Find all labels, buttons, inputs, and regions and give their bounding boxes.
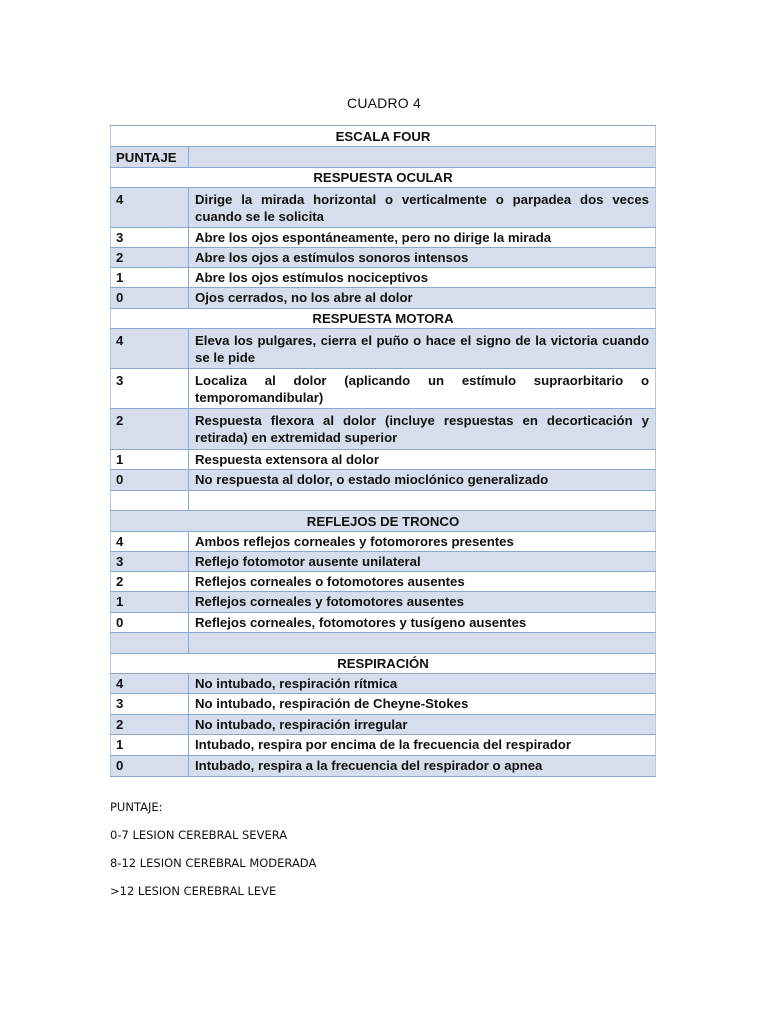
table-row: [111, 188, 656, 228]
table-title-row: [111, 126, 656, 147]
score-header-row: [111, 147, 656, 168]
row-score: 0: [111, 613, 189, 633]
row-description: Reflejos corneales o fotomotores ausentes: [189, 572, 656, 592]
four-scale-table: [110, 125, 656, 777]
row-score: 4: [111, 532, 189, 552]
row-score: 2: [111, 715, 189, 735]
table-row: [111, 674, 656, 694]
table-row: [111, 369, 656, 409]
table-row: [111, 470, 656, 491]
row-score: 1: [111, 268, 189, 288]
row-description: Dirige la mirada horizontal o verticalmente o parpadea dos veces cuando se le solicita: [189, 188, 656, 228]
row-score: 3: [111, 369, 189, 409]
section-header-row: [111, 309, 656, 329]
row-description: No intubado, respiración irregular: [189, 715, 656, 735]
table-row: [111, 552, 656, 572]
row-description: Respuesta extensora al dolor: [189, 450, 656, 470]
spacer-row: [111, 633, 656, 654]
row-score: 2: [111, 409, 189, 450]
row-description: Abre los ojos a estímulos sonoros intensos: [189, 248, 656, 268]
row-score: 3: [111, 228, 189, 248]
table-row: [111, 288, 656, 309]
row-description: No intubado, respiración de Cheyne-Stokes: [189, 694, 656, 715]
row-score: 2: [111, 572, 189, 592]
row-description: Reflejo fotomotor ausente unilateral: [189, 552, 656, 572]
table-row: [111, 329, 656, 369]
section-header-row: [111, 511, 656, 532]
spacer-cell: [111, 491, 189, 511]
row-score: 4: [111, 674, 189, 694]
row-description: Intubado, respira a la frecuencia del respirador o apnea: [189, 756, 656, 777]
notes-heading: PUNTAJE:: [110, 800, 163, 814]
row-score: 0: [111, 756, 189, 777]
row-score: 4: [111, 188, 189, 228]
row-description: Abre los ojos estímulos nociceptivos: [189, 268, 656, 288]
spacer-row: [111, 491, 656, 511]
row-description: Ojos cerrados, no los abre al dolor: [189, 288, 656, 309]
spacer-cell: [189, 491, 656, 511]
row-description: Eleva los pulgares, cierra el puño o hace el signo de la victoria cuando se le pide: [189, 329, 656, 369]
row-score: 1: [111, 450, 189, 470]
header-blank-cell: [189, 147, 656, 168]
row-description: Reflejos corneales, fotomotores y tusígeno ausentes: [189, 613, 656, 633]
score-interpretation: [110, 799, 316, 911]
row-score: 1: [111, 592, 189, 613]
section-title-motora: RESPUESTA MOTORA: [111, 309, 656, 329]
row-score: 0: [111, 288, 189, 309]
row-description: Respuesta flexora al dolor (incluye respuestas en decorticación y retirada) en extremidad superior: [189, 409, 656, 450]
section-header-row: [111, 168, 656, 188]
table-row: [111, 572, 656, 592]
table-row: [111, 735, 656, 756]
notes-line-moderate: 8-12 LESION CEREBRAL MODERADA: [110, 856, 317, 870]
table-row: [111, 532, 656, 552]
notes-line-mild: >12 LESION CEREBRAL LEVE: [110, 884, 277, 898]
table-row: [111, 613, 656, 633]
score-header: PUNTAJE: [111, 147, 189, 168]
table-row: [111, 450, 656, 470]
row-score: 0: [111, 470, 189, 491]
table-caption: CUADRO 4: [347, 95, 421, 111]
row-description: Ambos reflejos corneales y fotomorores presentes: [189, 532, 656, 552]
row-score: 3: [111, 552, 189, 572]
table-row: [111, 756, 656, 777]
row-description: Reflejos corneales y fotomotores ausentes: [189, 592, 656, 613]
table-row: [111, 715, 656, 735]
table-row: [111, 228, 656, 248]
section-title-respiracion: RESPIRACIÓN: [111, 654, 656, 674]
row-description: No intubado, respiración rítmica: [189, 674, 656, 694]
row-score: 2: [111, 248, 189, 268]
section-title-tronco: REFLEJOS DE TRONCO: [111, 511, 656, 532]
table-row: [111, 248, 656, 268]
row-description: Intubado, respira por encima de la frecuencia del respirador: [189, 735, 656, 756]
spacer-cell: [111, 633, 189, 654]
table-row: [111, 268, 656, 288]
table-title: ESCALA FOUR: [111, 126, 656, 147]
notes-line-severe: 0-7 LESION CEREBRAL SEVERA: [110, 828, 288, 842]
row-score: 3: [111, 694, 189, 715]
row-description: Localiza al dolor (aplicando un estímulo supraorbitario o temporomandibular): [189, 369, 656, 409]
spacer-cell: [189, 633, 656, 654]
table-row: [111, 694, 656, 715]
table-row: [111, 592, 656, 613]
row-description: Abre los ojos espontáneamente, pero no dirige la mirada: [189, 228, 656, 248]
row-score: 1: [111, 735, 189, 756]
table-row: [111, 409, 656, 450]
section-header-row: [111, 654, 656, 674]
row-description: No respuesta al dolor, o estado mioclónico generalizado: [189, 470, 656, 491]
section-title-ocular: RESPUESTA OCULAR: [111, 168, 656, 188]
row-score: 4: [111, 329, 189, 369]
